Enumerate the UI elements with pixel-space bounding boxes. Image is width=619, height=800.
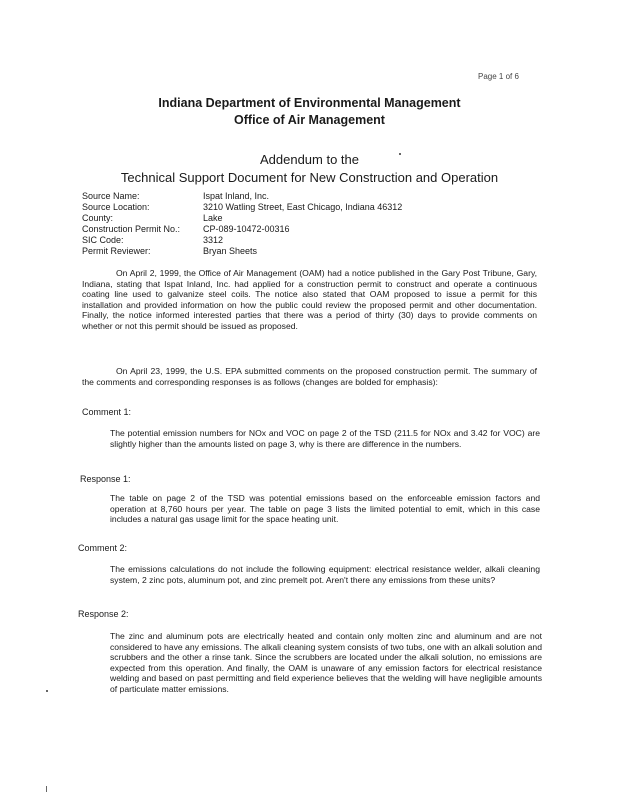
field-value: 3210 Watling Street, East Chicago, Indiana 46312 [203, 202, 403, 212]
page-number: Page 1 of 6 [478, 72, 519, 81]
field-label: Source Location: [82, 202, 150, 212]
document-title-line-1: Addendum to the [259, 152, 360, 167]
comment-2-text: The emissions calculations do not include the following equipment: electrical resistance welder, alkali cleaning system, 2 zinc pots, aluminum pot, and zinc premelt pot. Aren't there any emissions from these units? [110, 564, 540, 585]
office-heading: Office of Air Management [234, 113, 385, 127]
agency-heading: Indiana Department of Environmental Management [158, 96, 461, 110]
field-value: Ispat Inland, Inc. [203, 191, 270, 201]
comment-1-label: Comment 1: [82, 407, 132, 417]
scan-speck [46, 786, 47, 792]
field-value: Bryan Sheets [203, 246, 258, 256]
field-label: Construction Permit No.: [82, 224, 181, 234]
field-value: CP-089-10472-00316 [203, 224, 290, 234]
paragraph-notice: On April 2, 1999, the Office of Air Management (OAM) had a notice published in the Gary Post Tribune, Gary, Indiana, stating that Ispat Inland, Inc. had applied for a construction permit to construct and operate a continuous coating line used to galvanize steel coils. The notice also stated that OAM proposed to issue a permit for this installation and provided information on how the public could review the proposed permit and other documentation. Finally, the notice informed interested parties that there was a period of thirty (30) days to provide comments on whether or not this permit should be issued as proposed. [82, 268, 537, 331]
response-2-text: The zinc and aluminum pots are electrically heated and contain only molten zinc and aluminum and are not considered to have any emissions. The alkali cleaning system consists of two tubs, one with an alkali solution and scrubbers and the other a rinse tank. Since the scrubbers are located under the alkali solution, no emissions are expected from this operation. And finally, the OAM is unaware of any emission factors for electrical resistance welding and based on past permitting and field experience believes that the welding will have negligible amounts of particulate matter emissions. [110, 631, 542, 694]
paragraph-epa-comments: On April 23, 1999, the U.S. EPA submitted comments on the proposed construction permit. The summary of the comments and corresponding responses is as follows (changes are bolded for emphasis): [82, 366, 537, 387]
field-value: 3312 [203, 235, 224, 245]
field-label: SIC Code: [82, 235, 124, 245]
field-label: Permit Reviewer: [82, 246, 151, 256]
response-2-label: Response 2: [78, 609, 129, 619]
scan-speck [399, 153, 401, 155]
response-1-text: The table on page 2 of the TSD was potential emissions based on the enforceable emission factors and operation at 8,760 hours per year. The table on page 3 lists the limited potential to emit, which in this case includes a natural gas usage limit for the space heating unit. [110, 493, 540, 525]
field-label: Source Name: [82, 191, 140, 201]
scan-speck [46, 690, 48, 692]
comment-1-text: The potential emission numbers for NOx and VOC on page 2 of the TSD (211.5 for NOx and 3.42 for VOC) are slightly higher than the amounts listed on page 3, why is there are difference in the numbers. [110, 428, 540, 449]
response-1-label: Response 1: [80, 474, 131, 484]
field-value: Lake [203, 213, 223, 223]
field-label: County: [82, 213, 114, 223]
document-title-line-2: Technical Support Document for New Construction and Operation [120, 170, 499, 185]
comment-2-label: Comment 2: [78, 543, 128, 553]
